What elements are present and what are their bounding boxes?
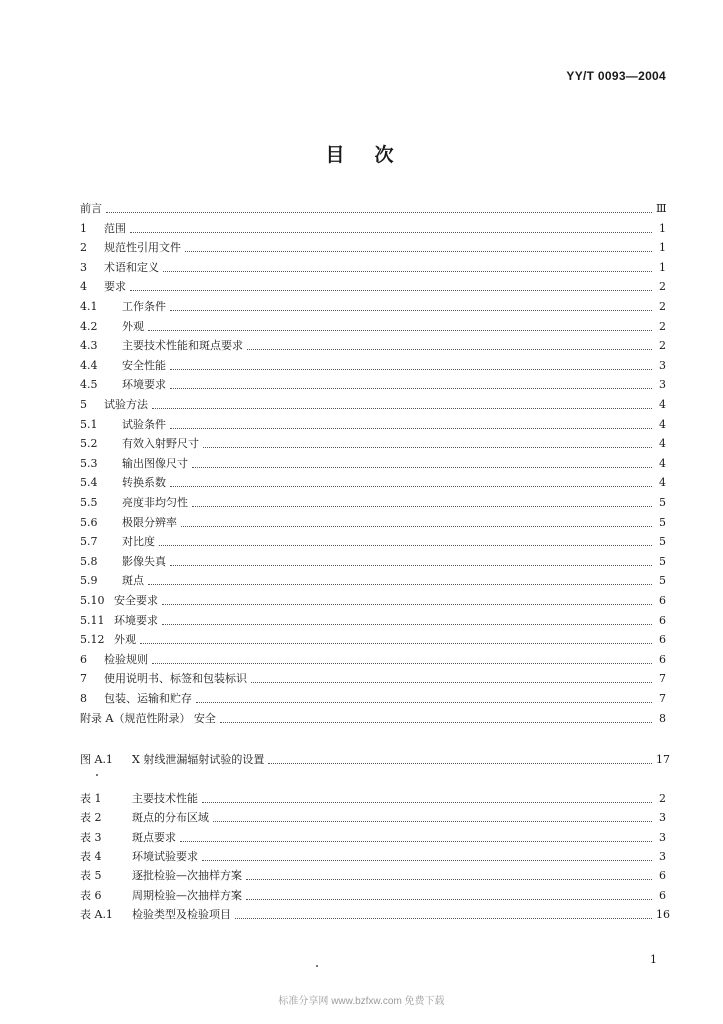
toc-row[interactable] (80, 592, 666, 608)
toc-entry-number: 4.1 (80, 300, 98, 313)
toc-entry-title: 试验条件 (122, 418, 166, 431)
tables-row[interactable] (80, 829, 666, 845)
toc-entry-label (80, 359, 166, 373)
toc-entry-page: 6 (659, 594, 666, 607)
dot-leader (170, 486, 652, 487)
toc-row[interactable] (80, 298, 666, 314)
toc-entry-page: 4 (659, 476, 666, 489)
toc-entry-number: 5.8 (80, 555, 98, 568)
toc-entry-title: 包装、运输和贮存 (104, 692, 192, 705)
toc-entry-title: 试验方法 (104, 398, 148, 411)
dot-leader (246, 879, 652, 880)
dot-leader (202, 860, 652, 861)
tables-entry-title: 斑点要求 (132, 831, 176, 844)
scan-speck (316, 965, 318, 967)
toc-entry-number: 4.3 (80, 339, 98, 352)
dot-leader (196, 702, 652, 703)
toc-entry-page: 7 (659, 672, 666, 685)
toc-entry-number: 3 (80, 261, 87, 274)
tables-entry-title: 环境试验要求 (132, 850, 198, 863)
toc-entry-number: 5.4 (80, 476, 98, 489)
toc-entry-page: 5 (659, 516, 666, 529)
toc-entry-title: 安全要求 (114, 594, 158, 607)
toc-entry-title: 前言 (80, 202, 102, 215)
dot-leader (170, 310, 652, 311)
toc-entry-number: 5.11 (80, 614, 105, 627)
toc-entry-label (80, 418, 166, 432)
tables-entry-page: 3 (659, 811, 666, 824)
toc-entry-number: 5.9 (80, 574, 98, 587)
dot-leader (162, 604, 652, 605)
tables-entry-number: 表 4 (80, 850, 102, 863)
tables-entry-label (80, 889, 242, 903)
dot-leader (246, 899, 652, 900)
figures-entry-title: X 射线泄漏辐射试验的设置 (132, 753, 265, 766)
toc-entry-label (80, 300, 166, 314)
toc-entry-page: 4 (659, 418, 666, 431)
dot-leader (213, 821, 652, 822)
toc-entry-label (80, 437, 199, 451)
toc-entry-number: 5.7 (80, 535, 98, 548)
toc-entry-page: 5 (659, 535, 666, 548)
toc-entry-title: 外观 (114, 633, 136, 646)
toc-row[interactable] (80, 357, 666, 373)
toc-entry-number: 4 (80, 280, 87, 293)
toc-entry-title: 规范性引用文件 (104, 241, 181, 254)
toc-entry-number: 5.6 (80, 516, 98, 529)
tables-entry-label (80, 811, 209, 825)
dot-leader (202, 802, 652, 803)
toc-entry-page: 5 (659, 555, 666, 568)
dot-leader (170, 428, 652, 429)
toc-entry-label (80, 261, 159, 275)
figures-entry-label (80, 753, 264, 767)
toc-entry-title: 附录 A（规范性附录） 安全 (80, 712, 216, 725)
toc-entry-label (80, 535, 155, 549)
toc-row[interactable] (80, 690, 666, 706)
dot-leader (235, 918, 652, 919)
toc-entry-title: 使用说明书、标签和包装标识 (104, 672, 247, 685)
dot-leader (130, 232, 652, 233)
tables-row[interactable] (80, 848, 666, 864)
toc-entry-title: 环境要求 (114, 614, 158, 627)
toc-entry-title: 影像失真 (122, 555, 166, 568)
toc-row[interactable] (80, 612, 666, 628)
dot-leader (170, 369, 652, 370)
toc-row[interactable] (80, 651, 666, 667)
tables-entry-number: 表 6 (80, 889, 102, 902)
tables-entry-title: 检验类型及检验项目 (132, 908, 231, 921)
toc-entry-title: 要求 (104, 280, 126, 293)
toc-row[interactable] (80, 239, 666, 255)
tables-entry-number: 表 A.1 (80, 908, 113, 921)
dot-leader (192, 467, 652, 468)
toc-entry-title: 有效入射野尺寸 (122, 437, 199, 450)
toc-entry-label (80, 339, 243, 353)
toc-entry-number: 4.5 (80, 378, 98, 391)
tables-row[interactable] (80, 867, 666, 883)
toc-entry-label (80, 594, 158, 608)
toc-entry-title: 亮度非均匀性 (122, 496, 188, 509)
toc-row[interactable] (80, 200, 666, 216)
toc-entry-label (80, 633, 136, 647)
toc-entry-label (80, 398, 148, 412)
toc-entry-label (80, 614, 158, 628)
toc-entry-title: 斑点 (122, 574, 144, 587)
dot-leader (163, 271, 652, 272)
toc-entry-label (80, 653, 148, 667)
toc-entry-page: 6 (659, 633, 666, 646)
toc-row[interactable] (80, 494, 666, 510)
toc-row[interactable] (80, 396, 666, 412)
dot-leader (140, 643, 652, 644)
toc-entry-label (80, 202, 102, 216)
tables-entry-page: 2 (659, 792, 666, 805)
toc-row[interactable] (80, 376, 666, 392)
tables-row[interactable] (80, 906, 670, 922)
toc-entry-title: 检验规则 (104, 653, 148, 666)
toc-entry-page: 8 (659, 712, 666, 725)
tables-entry-page: 16 (656, 908, 670, 921)
toc-entry-number: 5.3 (80, 457, 98, 470)
tables-entry-page: 6 (659, 869, 666, 882)
toc-entry-title: 安全性能 (122, 359, 166, 372)
tables-entry-label (80, 869, 242, 883)
toc-entry-title: 环境要求 (122, 378, 166, 391)
toc-entry-number: 5.12 (80, 633, 105, 646)
toc-row[interactable] (80, 416, 666, 432)
toc-entry-title: 术语和定义 (104, 261, 159, 274)
toc-entry-page: 3 (659, 359, 666, 372)
toc-entry-label (80, 222, 126, 236)
toc-entry-number: 5 (80, 398, 87, 411)
dot-leader (162, 624, 652, 625)
figures-entry-number: 图 A.1 (80, 753, 113, 766)
toc-row[interactable] (80, 259, 666, 275)
tables-entry-title: 逐批检验—次抽样方案 (132, 869, 242, 882)
standard-number: YY/T 0093—2004 (566, 69, 666, 83)
toc-entry-page: 4 (659, 398, 666, 411)
dot-leader (192, 506, 652, 507)
toc-row[interactable] (80, 278, 666, 294)
tables-entry-label (80, 908, 231, 922)
dot-leader (247, 349, 652, 350)
toc-row[interactable] (80, 220, 666, 236)
dot-leader (180, 841, 652, 842)
toc-entry-number: 2 (80, 241, 87, 254)
toc-entry-number: 5.1 (80, 418, 98, 431)
tables-entry-page: 3 (659, 831, 666, 844)
dot-leader (203, 447, 652, 448)
watermark-text: 标准分享网 www.bzfxw.com 免费下载 (278, 996, 445, 1007)
toc-row[interactable] (80, 474, 666, 490)
toc-entry-title: 极限分辨率 (122, 516, 177, 529)
tables-entry-label (80, 831, 176, 845)
page-number: 1 (650, 953, 657, 966)
tables-entry-label (80, 850, 198, 864)
toc-entry-label (80, 574, 144, 588)
tables-entry-page: 3 (659, 850, 666, 863)
tables-row[interactable] (80, 809, 666, 825)
dot-leader (268, 763, 652, 764)
dot-leader (251, 682, 652, 683)
toc-entry-number: 7 (80, 672, 87, 685)
toc-entry-page: 3 (659, 378, 666, 391)
toc-row[interactable] (80, 572, 666, 588)
toc-row[interactable] (80, 318, 666, 334)
toc-entry-page: 4 (659, 437, 666, 450)
dot-leader (148, 330, 652, 331)
toc-entry-page: 4 (659, 457, 666, 470)
toc-row[interactable] (80, 514, 666, 530)
toc-entry-label (80, 712, 216, 726)
toc-entry-page: 6 (659, 614, 666, 627)
dot-leader (106, 212, 652, 213)
tables-entry-page: 6 (659, 889, 666, 902)
toc-entry-label (80, 457, 188, 471)
tables-entry-number: 表 1 (80, 792, 102, 805)
toc-entry-page: 2 (659, 300, 666, 313)
toc-entry-title: 主要技术性能和斑点要求 (122, 339, 243, 352)
toc-entry-label (80, 378, 166, 392)
tables-row[interactable] (80, 887, 666, 903)
toc-entry-page: 1 (659, 241, 666, 254)
toc-entry-title: 转换系数 (122, 476, 166, 489)
toc-entry-label (80, 555, 166, 569)
toc-entry-title: 输出图像尺寸 (122, 457, 188, 470)
toc-row[interactable] (80, 710, 666, 726)
toc-entry-number: 5.10 (80, 594, 105, 607)
toc-entry-label (80, 241, 181, 255)
toc-entry-page: 2 (659, 320, 666, 333)
scan-speck (96, 774, 98, 776)
tables-row[interactable] (80, 790, 666, 806)
tables-entry-title: 主要技术性能 (132, 792, 198, 805)
dot-leader (185, 251, 652, 252)
toc-entry-label (80, 280, 126, 294)
toc-entry-label (80, 496, 188, 510)
toc-row[interactable] (80, 533, 666, 549)
toc-entry-page: 1 (659, 222, 666, 235)
toc-entry-page: 5 (659, 496, 666, 509)
toc-entry-page: 1 (659, 261, 666, 274)
tables-entry-number: 表 5 (80, 869, 102, 882)
toc-entry-number: 5.2 (80, 437, 98, 450)
dot-leader (170, 565, 652, 566)
dot-leader (159, 545, 652, 546)
toc-entry-number: 4.4 (80, 359, 98, 372)
dot-leader (152, 663, 652, 664)
toc-row[interactable] (80, 670, 666, 686)
toc-entry-label (80, 476, 166, 490)
toc-entry-title: 范围 (104, 222, 126, 235)
dot-leader (220, 722, 652, 723)
tables-entry-title: 斑点的分布区域 (132, 811, 209, 824)
toc-row[interactable] (80, 455, 666, 471)
toc-entry-label (80, 672, 247, 686)
dot-leader (152, 408, 652, 409)
toc-entry-label (80, 692, 192, 706)
figures-entry-page: 17 (656, 753, 670, 766)
toc-entry-number: 8 (80, 692, 87, 705)
dot-leader (170, 388, 652, 389)
toc-entry-number: 4.2 (80, 320, 98, 333)
toc-entry-title: 工作条件 (122, 300, 166, 313)
tables-entry-number: 表 3 (80, 831, 102, 844)
page-title: 目次 (325, 144, 424, 166)
toc-entry-page: 2 (659, 280, 666, 293)
toc-entry-number: 5.5 (80, 496, 98, 509)
toc-row[interactable] (80, 553, 666, 569)
dot-leader (181, 526, 652, 527)
toc-row[interactable] (80, 631, 666, 647)
toc-entry-number: 6 (80, 653, 87, 666)
toc-entry-page: 6 (659, 653, 666, 666)
toc-row[interactable] (80, 337, 666, 353)
toc-entry-number: 1 (80, 222, 87, 235)
tables-entry-number: 表 2 (80, 811, 102, 824)
figures-row[interactable] (80, 751, 670, 767)
toc-entry-label (80, 320, 144, 334)
toc-entry-title: 外观 (122, 320, 144, 333)
toc-entry-page: 2 (659, 339, 666, 352)
tables-entry-label (80, 792, 198, 806)
tables-entry-title: 周期检验—次抽样方案 (132, 889, 242, 902)
toc-entry-label (80, 516, 177, 530)
toc-row[interactable] (80, 435, 666, 451)
toc-entry-page: 7 (659, 692, 666, 705)
dot-leader (130, 290, 652, 291)
toc-entry-title: 对比度 (122, 535, 155, 548)
toc-entry-page: Ⅲ (656, 202, 667, 215)
dot-leader (148, 584, 652, 585)
toc-entry-page: 5 (659, 574, 666, 587)
